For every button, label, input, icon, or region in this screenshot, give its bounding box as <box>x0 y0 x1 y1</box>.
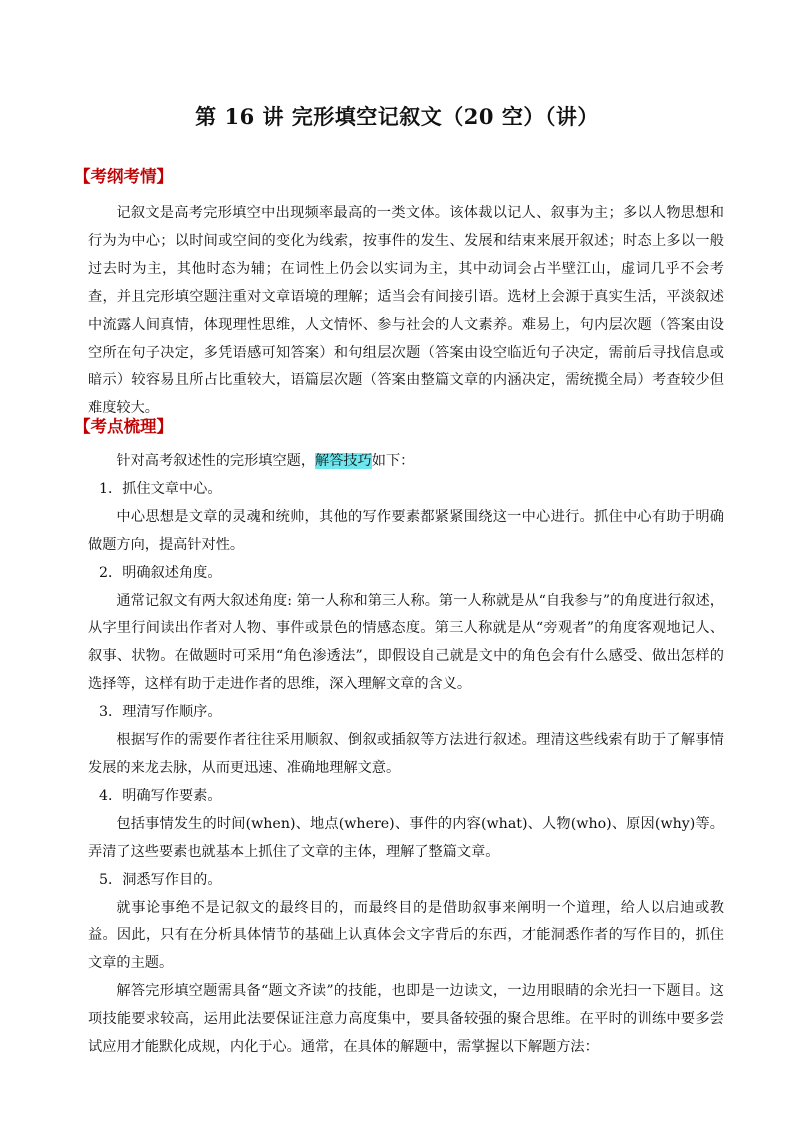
page-title: 第 16 讲 完形填空记叙文（20 空）（讲） <box>195 104 599 129</box>
point-heading-2: 2．明确叙述角度。 <box>99 564 222 581</box>
point-text-3: 根据写作的需要作者往往采用顺叙、倒叙或插叙等方法进行叙述。理清这些线索有助于了解事情发展的来龙去脉，从而更迅速、准确地理解文意。 <box>88 732 724 776</box>
point-heading-5: 5．洞悉写作目的。 <box>99 871 222 888</box>
closing-paragraph: 解答完形填空题需具备“题文齐读”的技能，也即是一边读文，一边用眼睛的余光扫一下题目。这项技能要求较高，运用此法要保证注意力高度集中，要具备较强的聚合思维。在平时的训练中要多尝试应用才能默化成规，内化于心。通常，在具体的解题中，需掌握以下解题方法： <box>88 983 724 1056</box>
point-heading-1: 1．抓住文章中心。 <box>99 480 222 497</box>
point-heading-3: 3．理清写作顺序。 <box>99 704 222 721</box>
intro-text-end: 如下： <box>371 453 415 469</box>
point-text-5: 就事论事绝不是记叙文的最终目的，而最终目的是借助叙事来阐明一个道理，给人以启迪或教益。因此，只有在分析具体情节的基础上认真体会文字背后的东西，才能洞悉作者的写作目的，抓住文章的主题。 <box>88 899 724 972</box>
point-text-1: 中心思想是文章的灵魂和统帅，其他的写作要素都紧紧围绕这一中心进行。抓住中心有助于明确做题方向，提高针对性。 <box>88 508 724 553</box>
section-header-points: 【考点梳理】 <box>74 417 173 436</box>
intro-text: 针对高考叙述性的完形填空题， <box>116 453 316 469</box>
points-intro <box>88 448 724 476</box>
point-heading-4: 4．明确写作要素。 <box>99 787 222 804</box>
outline-paragraph: 记叙文是高考完形填空中出现频率最高的一类文体。该体裁以记人、叙事为主；多以人物思想和行为为中心；以时间或空间的变化为线索，按事件的发生、发展和结束来展开叙述；时态上多以一般过去时为主，其他时态为辅；在词性上仍会以实词为主，其中动词会占半壁江山，虚词几乎不会考查，并且完形填空题注重对文章语境的理解；适当会有间接引语。选材上会源于真实生活，平淡叙述中流露人间真情，体现理性思维，人文情怀、参与社会的人文素养。难易上，句内层次题（答案由设空所在句子决定，多凭语感可知答案）和句组层次题（答案由设空临近句子决定，需前后寻找信息或暗示）较容易且所占比重较大，语篇层次题（答案由整篇文章的内涵决定，需统揽全局）考查较少但难度较大。 <box>88 205 724 417</box>
highlighted-term: 解答技巧 <box>315 453 372 469</box>
section-points-body <box>88 448 724 1062</box>
point-text-2: 通常记叙文有两大叙述角度: 第一人称和第三人称。第一人称就是从“自我参与”的角度进行叙述，从字里行间读出作者对人物、事件或景色的情感态度。第三人称就是从“旁观者”的角度客观地记人、叙事、状物。在做题时可采用“角色渗透法”，即假设自己就是文中的角色会有什么感受、做出怎样的选择等，这样有助于走进作者的思维，深入理解文章的含义。 <box>88 592 724 693</box>
point-text-4: 包括事情发生的时间(when)、地点(where)、事件的内容(what)、人物(who)、原因(why)等。弄清了这些要素也就基本上抓住了文章的主体，理解了整篇文章。 <box>88 815 724 860</box>
section-outline-body <box>88 200 724 423</box>
section-header-outline: 【考纲考情】 <box>74 167 173 186</box>
